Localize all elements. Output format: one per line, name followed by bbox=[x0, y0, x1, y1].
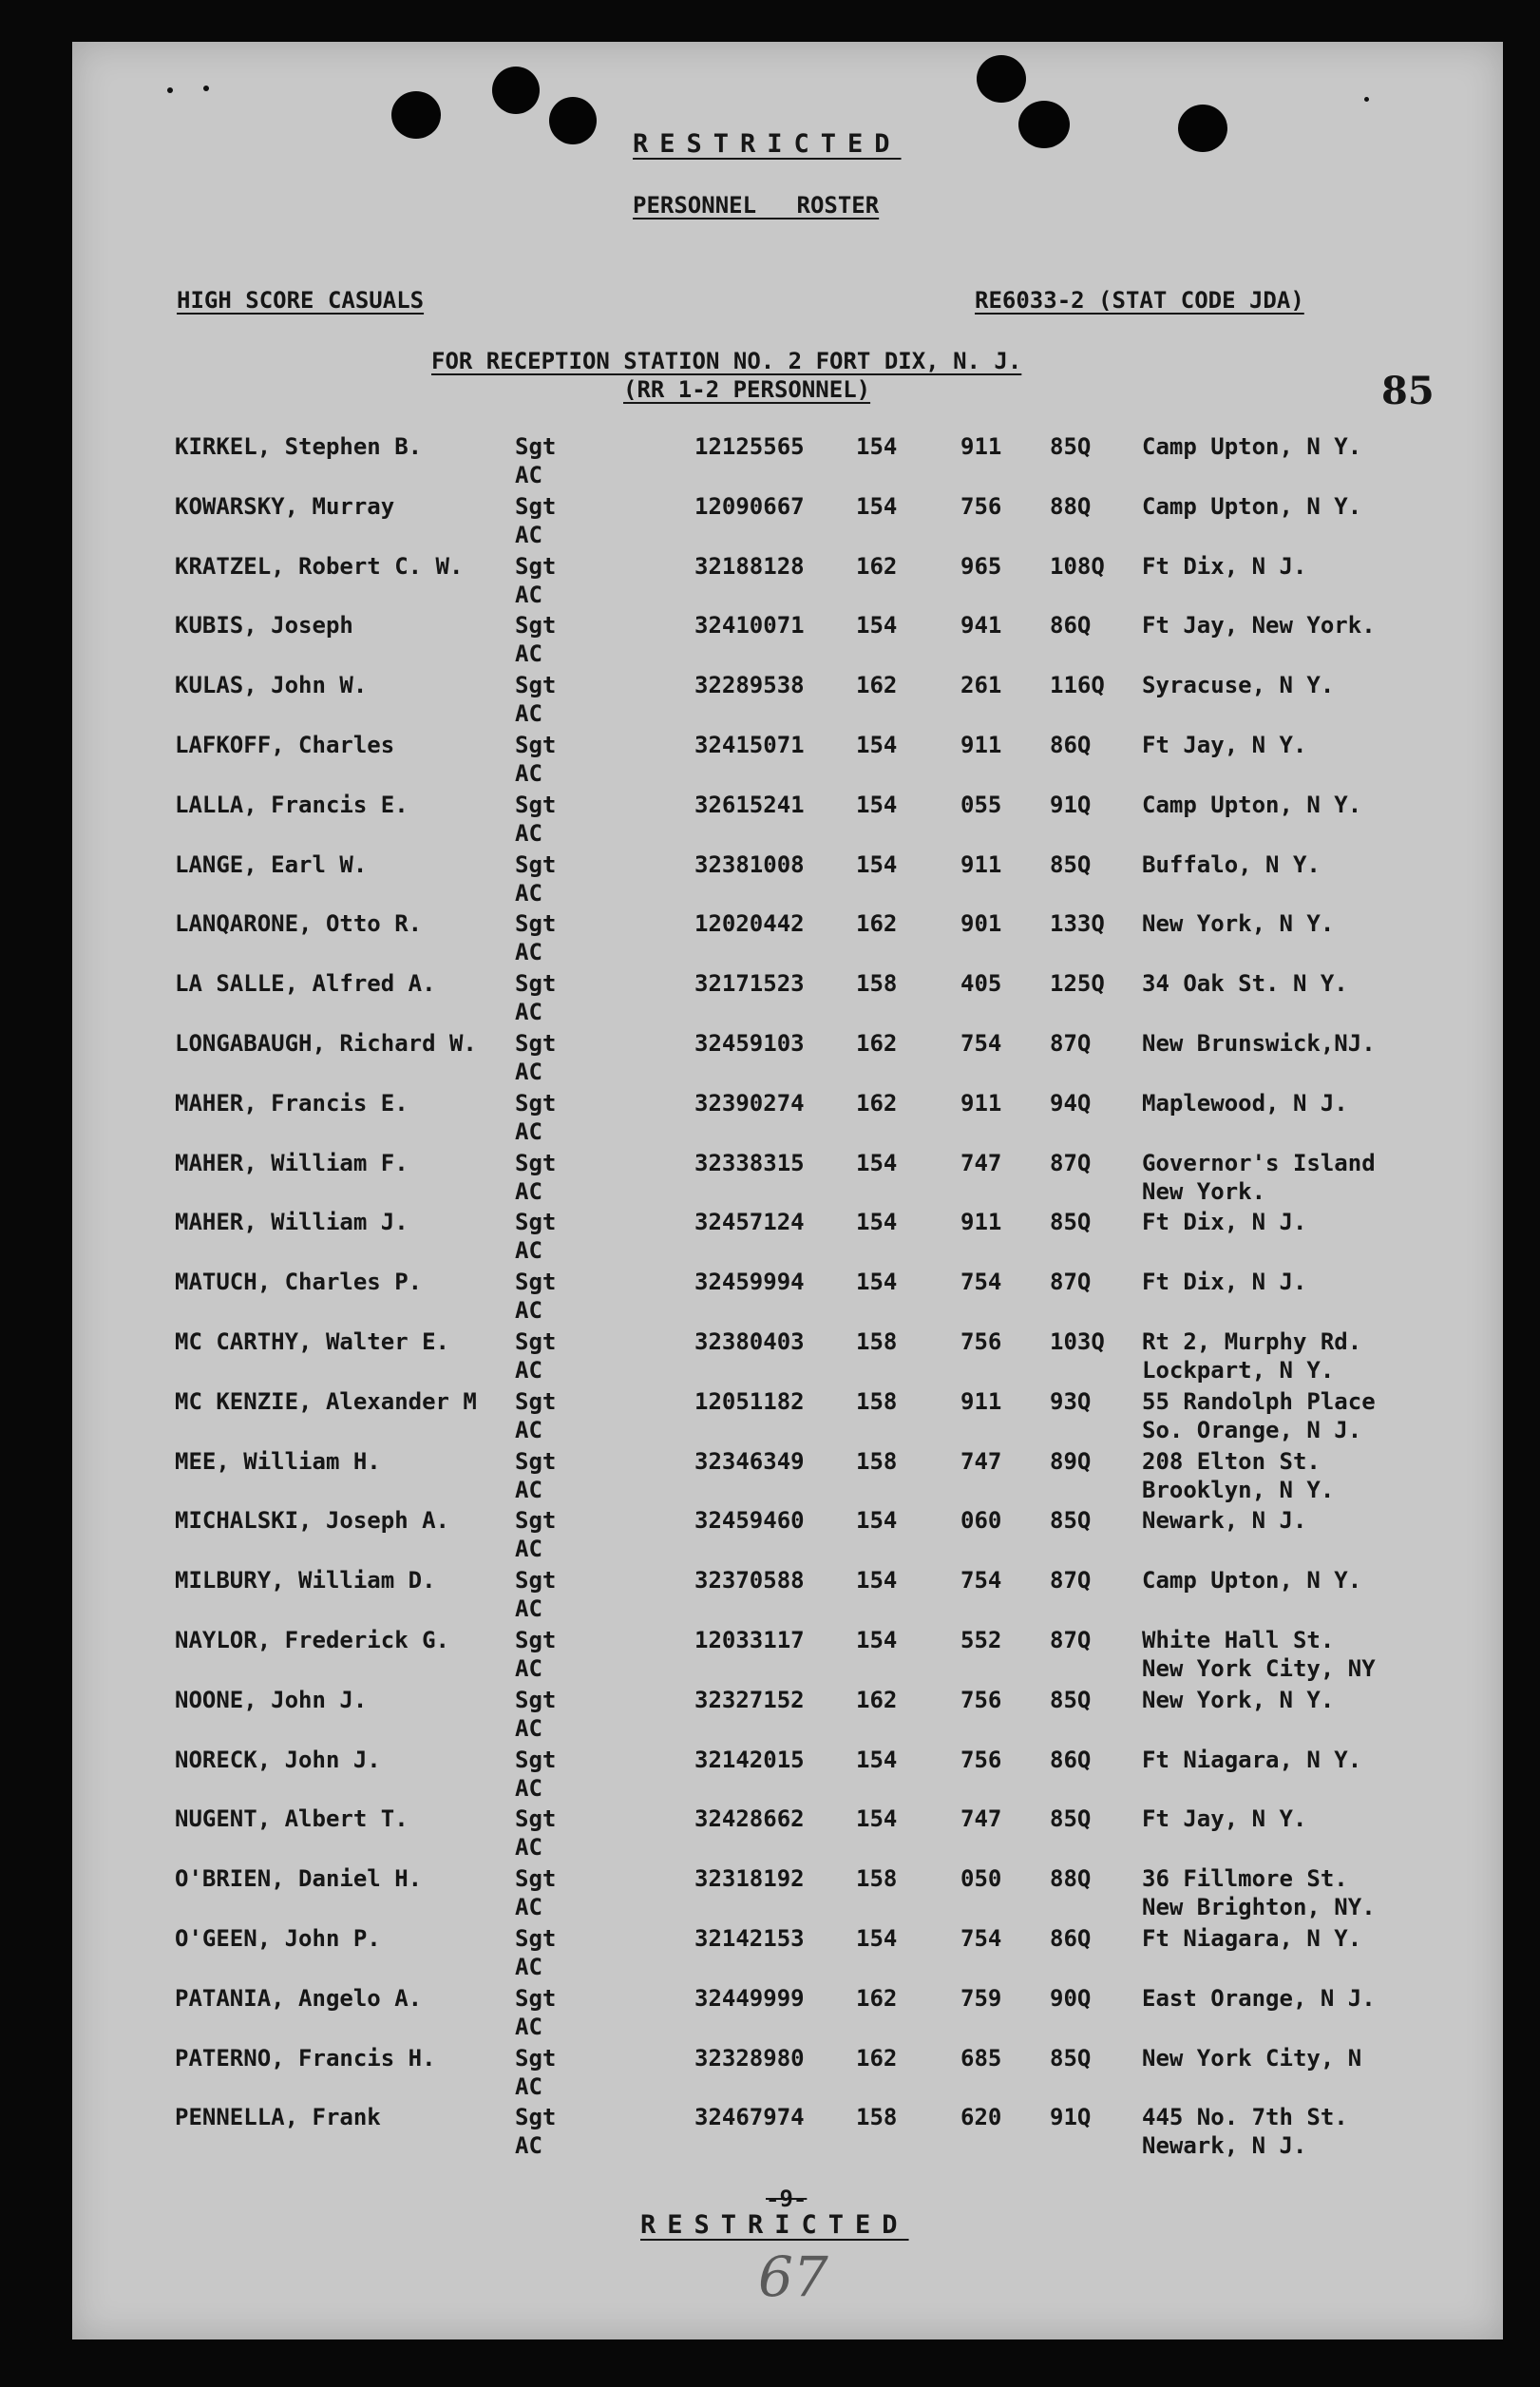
serial-number: 12033117 bbox=[694, 1627, 805, 1653]
branch: AC bbox=[515, 1536, 542, 1563]
serial-number: 32171523 bbox=[694, 970, 805, 998]
person-name: PATANIA, Angelo A. bbox=[175, 1984, 423, 2012]
code-2: 756 bbox=[960, 1746, 1002, 1773]
code-1: 162 bbox=[856, 672, 898, 699]
rank: Sgt bbox=[515, 1627, 557, 1653]
rank: Sgt bbox=[515, 791, 557, 818]
table-row bbox=[72, 1388, 1503, 1447]
address-line-1: Ft Jay, New York. bbox=[1142, 612, 1376, 640]
person-name: O'BRIEN, Daniel H. bbox=[175, 1865, 423, 1893]
person-name: NOONE, John J. bbox=[175, 1686, 368, 1713]
rank: Sgt bbox=[515, 1387, 557, 1415]
rank: Sgt bbox=[515, 1030, 557, 1057]
code-1: 162 bbox=[856, 1030, 898, 1057]
table-row bbox=[72, 1985, 1503, 2044]
branch: AC bbox=[515, 1834, 542, 1862]
code-1: 154 bbox=[856, 1627, 898, 1653]
code-2: 911 bbox=[960, 850, 1002, 878]
branch: AC bbox=[515, 999, 542, 1026]
code-1: 154 bbox=[856, 1507, 898, 1535]
address-line-1: Buffalo, N Y. bbox=[1142, 850, 1321, 878]
serial-number: 32415071 bbox=[694, 732, 805, 758]
serial-number: 12051182 bbox=[694, 1387, 805, 1415]
table-row bbox=[72, 672, 1503, 731]
address-line-2: New York City, NY bbox=[1142, 1655, 1376, 1682]
branch: AC bbox=[515, 2132, 542, 2160]
score: 108Q bbox=[1050, 552, 1105, 580]
person-name: MEE, William H. bbox=[175, 1447, 381, 1475]
table-row bbox=[72, 1507, 1503, 1566]
branch: AC bbox=[515, 879, 542, 907]
serial-number: 32318192 bbox=[694, 1865, 805, 1893]
punch-hole bbox=[391, 91, 441, 139]
address-line-1: White Hall St. bbox=[1142, 1627, 1335, 1653]
code-2: 552 bbox=[960, 1627, 1002, 1653]
code-2: 756 bbox=[960, 492, 1002, 520]
person-name: LONGABAUGH, Richard W. bbox=[175, 1030, 477, 1057]
group-name: HIGH SCORE CASUALS bbox=[177, 287, 425, 314]
table-row bbox=[72, 433, 1503, 492]
address-line-1: Newark, N J. bbox=[1142, 1507, 1307, 1535]
score: 85Q bbox=[1050, 1507, 1092, 1535]
person-name: MC KENZIE, Alexander M bbox=[175, 1387, 477, 1415]
code-2: 261 bbox=[960, 672, 1002, 699]
code-1: 154 bbox=[856, 1209, 898, 1236]
person-name: O'GEEN, John P. bbox=[175, 1925, 381, 1952]
rank: Sgt bbox=[515, 1209, 557, 1236]
code-2: 911 bbox=[960, 732, 1002, 758]
score: 133Q bbox=[1050, 910, 1105, 938]
punch-hole bbox=[492, 67, 540, 114]
document-page bbox=[72, 42, 1503, 2339]
serial-number: 32449999 bbox=[694, 1984, 805, 2012]
code-2: 756 bbox=[960, 1686, 1002, 1713]
score: 125Q bbox=[1050, 970, 1105, 998]
table-row bbox=[72, 1687, 1503, 1746]
code-2: 050 bbox=[960, 1865, 1002, 1893]
table-row bbox=[72, 1747, 1503, 1805]
code-2: 901 bbox=[960, 910, 1002, 938]
person-name: MAHER, William J. bbox=[175, 1209, 409, 1236]
person-name: MC CARTHY, Walter E. bbox=[175, 1328, 449, 1355]
score: 89Q bbox=[1050, 1447, 1092, 1475]
table-row bbox=[72, 1567, 1503, 1626]
branch: AC bbox=[515, 819, 542, 847]
rank: Sgt bbox=[515, 1805, 557, 1833]
score: 85Q bbox=[1050, 850, 1092, 878]
score: 86Q bbox=[1050, 1746, 1092, 1773]
table-row bbox=[72, 1090, 1503, 1149]
address-line-1: Maplewood, N J. bbox=[1142, 1089, 1348, 1117]
code-2: 747 bbox=[960, 1447, 1002, 1475]
address-line-1: Camp Upton, N Y. bbox=[1142, 492, 1362, 520]
punch-hole bbox=[549, 97, 597, 144]
speck bbox=[167, 87, 173, 93]
score: 85Q bbox=[1050, 1686, 1092, 1713]
restricted-footer: RESTRICTED bbox=[640, 2210, 909, 2240]
serial-number: 32188128 bbox=[694, 552, 805, 580]
address-line-1: Ft Niagara, N Y. bbox=[1142, 1925, 1362, 1952]
code-1: 154 bbox=[856, 433, 898, 460]
address-line-1: Ft Niagara, N Y. bbox=[1142, 1746, 1362, 1773]
address-line-2: Brooklyn, N Y. bbox=[1142, 1476, 1335, 1503]
table-row bbox=[72, 1209, 1503, 1268]
table-row bbox=[72, 1328, 1503, 1387]
branch: AC bbox=[515, 1894, 542, 1921]
address-line-1: New York City, N bbox=[1142, 2044, 1362, 2072]
serial-number: 32142153 bbox=[694, 1925, 805, 1952]
person-name: MILBURY, William D. bbox=[175, 1567, 436, 1595]
person-name: KUBIS, Joseph bbox=[175, 612, 353, 640]
restricted-header: RESTRICTED bbox=[633, 129, 902, 159]
code-1: 154 bbox=[856, 1925, 898, 1952]
address-line-2: New York. bbox=[1142, 1177, 1266, 1205]
address-line-1: Governor's Island bbox=[1142, 1149, 1376, 1176]
score: 87Q bbox=[1050, 1567, 1092, 1595]
handwritten-number: 67 bbox=[758, 2244, 828, 2309]
address-line-1: Ft Dix, N J. bbox=[1142, 1209, 1307, 1236]
serial-number: 32467974 bbox=[694, 2104, 805, 2131]
address-line-1: Camp Upton, N Y. bbox=[1142, 1567, 1362, 1595]
person-name: PATERNO, Francis H. bbox=[175, 2044, 436, 2072]
code-2: 759 bbox=[960, 1984, 1002, 2012]
serial-number: 32457124 bbox=[694, 1209, 805, 1236]
address-line-1: Rt 2, Murphy Rd. bbox=[1142, 1328, 1362, 1355]
person-name: MAHER, Francis E. bbox=[175, 1089, 409, 1117]
address-line-1: Ft Jay, N Y. bbox=[1142, 732, 1307, 758]
code-1: 154 bbox=[856, 791, 898, 818]
address-line-2: So. Orange, N J. bbox=[1142, 1416, 1362, 1443]
score: 86Q bbox=[1050, 1925, 1092, 1952]
rank: Sgt bbox=[515, 433, 557, 460]
code-1: 154 bbox=[856, 1746, 898, 1773]
rank: Sgt bbox=[515, 1865, 557, 1893]
page-marker: -9- bbox=[766, 2186, 808, 2212]
rank: Sgt bbox=[515, 1925, 557, 1952]
branch: AC bbox=[515, 1476, 542, 1503]
person-name: NUGENT, Albert T. bbox=[175, 1805, 409, 1833]
roster-title: PERSONNEL ROSTER bbox=[633, 192, 880, 219]
person-name: MATUCH, Charles P. bbox=[175, 1269, 423, 1296]
person-name: NAYLOR, Frederick G. bbox=[175, 1627, 449, 1653]
code-2: 747 bbox=[960, 1149, 1002, 1176]
rank: Sgt bbox=[515, 1507, 557, 1535]
code-2: 754 bbox=[960, 1030, 1002, 1057]
address-line-2: Newark, N J. bbox=[1142, 2132, 1307, 2160]
score: 94Q bbox=[1050, 1089, 1092, 1117]
branch: AC bbox=[515, 521, 542, 548]
branch: AC bbox=[515, 1774, 542, 1802]
code-1: 154 bbox=[856, 1269, 898, 1296]
score: 85Q bbox=[1050, 1209, 1092, 1236]
person-name: LALLA, Francis E. bbox=[175, 791, 409, 818]
score: 103Q bbox=[1050, 1328, 1105, 1355]
table-row bbox=[72, 553, 1503, 612]
branch: AC bbox=[515, 2013, 542, 2040]
address-line-1: 55 Randolph Place bbox=[1142, 1387, 1376, 1415]
person-name: LANQARONE, Otto R. bbox=[175, 910, 423, 938]
rank: Sgt bbox=[515, 910, 557, 938]
table-row bbox=[72, 1627, 1503, 1686]
table-row bbox=[72, 910, 1503, 969]
rank: Sgt bbox=[515, 1984, 557, 2012]
serial-number: 32459103 bbox=[694, 1030, 805, 1057]
code-1: 162 bbox=[856, 2044, 898, 2072]
serial-number: 32346349 bbox=[694, 1447, 805, 1475]
code-2: 756 bbox=[960, 1328, 1002, 1355]
person-name: MICHALSKI, Joseph A. bbox=[175, 1507, 449, 1535]
speck bbox=[1364, 97, 1369, 102]
code-2: 911 bbox=[960, 1089, 1002, 1117]
rank: Sgt bbox=[515, 612, 557, 640]
table-row bbox=[72, 612, 1503, 671]
branch: AC bbox=[515, 2072, 542, 2100]
code-2: 911 bbox=[960, 1209, 1002, 1236]
score: 87Q bbox=[1050, 1149, 1092, 1176]
person-name: PENNELLA, Frank bbox=[175, 2104, 381, 2131]
table-row bbox=[72, 851, 1503, 910]
address-line-1: Camp Upton, N Y. bbox=[1142, 433, 1362, 460]
code-1: 154 bbox=[856, 850, 898, 878]
serial-number: 12090667 bbox=[694, 492, 805, 520]
person-name: KULAS, John W. bbox=[175, 672, 368, 699]
code-1: 162 bbox=[856, 1089, 898, 1117]
table-row bbox=[72, 1150, 1503, 1209]
score: 87Q bbox=[1050, 1627, 1092, 1653]
serial-number: 32615241 bbox=[694, 791, 805, 818]
code-1: 158 bbox=[856, 1328, 898, 1355]
serial-number: 32338315 bbox=[694, 1149, 805, 1176]
code-2: 060 bbox=[960, 1507, 1002, 1535]
rank: Sgt bbox=[515, 492, 557, 520]
rank: Sgt bbox=[515, 1567, 557, 1595]
branch: AC bbox=[515, 939, 542, 966]
rank: Sgt bbox=[515, 672, 557, 699]
serial-number: 32459460 bbox=[694, 1507, 805, 1535]
address-line-1: Ft Dix, N J. bbox=[1142, 552, 1307, 580]
table-row bbox=[72, 493, 1503, 552]
rank: Sgt bbox=[515, 2104, 557, 2131]
code-1: 162 bbox=[856, 910, 898, 938]
address-line-1: New Brunswick,NJ. bbox=[1142, 1030, 1376, 1057]
branch: AC bbox=[515, 1177, 542, 1205]
rank: Sgt bbox=[515, 1447, 557, 1475]
rank: Sgt bbox=[515, 1686, 557, 1713]
punch-hole bbox=[1178, 105, 1227, 152]
address-line-1: 36 Fillmore St. bbox=[1142, 1865, 1348, 1893]
branch: AC bbox=[515, 1655, 542, 1682]
table-row bbox=[72, 1865, 1503, 1924]
code-1: 154 bbox=[856, 492, 898, 520]
score: 85Q bbox=[1050, 433, 1092, 460]
speck bbox=[203, 86, 209, 91]
rank: Sgt bbox=[515, 970, 557, 998]
station-line: FOR RECEPTION STATION NO. 2 FORT DIX, N. J. bbox=[431, 348, 1022, 374]
code-1: 158 bbox=[856, 1865, 898, 1893]
address-line-1: 34 Oak St. N Y. bbox=[1142, 970, 1348, 998]
address-line-1: 445 No. 7th St. bbox=[1142, 2104, 1348, 2131]
person-name: KRATZEL, Robert C. W. bbox=[175, 552, 464, 580]
score: 87Q bbox=[1050, 1269, 1092, 1296]
personnel-line: (RR 1-2 PERSONNEL) bbox=[623, 376, 871, 403]
address-line-1: Camp Upton, N Y. bbox=[1142, 791, 1362, 818]
address-line-1: East Orange, N J. bbox=[1142, 1984, 1376, 2012]
branch: AC bbox=[515, 1954, 542, 1980]
score: 88Q bbox=[1050, 1865, 1092, 1893]
table-row bbox=[72, 1805, 1503, 1864]
code-1: 154 bbox=[856, 1567, 898, 1595]
branch: AC bbox=[515, 1416, 542, 1443]
serial-number: 32390274 bbox=[694, 1089, 805, 1117]
rank: Sgt bbox=[515, 1269, 557, 1296]
rank: Sgt bbox=[515, 850, 557, 878]
branch: AC bbox=[515, 640, 542, 668]
score: 91Q bbox=[1050, 2104, 1092, 2131]
score: 116Q bbox=[1050, 672, 1105, 699]
person-name: MAHER, William F. bbox=[175, 1149, 409, 1176]
code-2: 055 bbox=[960, 791, 1002, 818]
branch: AC bbox=[515, 700, 542, 728]
address-line-2: New Brighton, NY. bbox=[1142, 1894, 1376, 1921]
person-name: LANGE, Earl W. bbox=[175, 850, 368, 878]
code-1: 154 bbox=[856, 1149, 898, 1176]
person-name: KOWARSKY, Murray bbox=[175, 492, 395, 520]
serial-number: 32289538 bbox=[694, 672, 805, 699]
score: 90Q bbox=[1050, 1984, 1092, 2012]
serial-number: 32327152 bbox=[694, 1686, 805, 1713]
table-row bbox=[72, 970, 1503, 1029]
punch-hole bbox=[977, 55, 1026, 103]
rank: Sgt bbox=[515, 1328, 557, 1355]
address-line-1: Ft Dix, N J. bbox=[1142, 1269, 1307, 1296]
branch: AC bbox=[515, 462, 542, 488]
code-1: 154 bbox=[856, 1805, 898, 1833]
page-number: 85 bbox=[1381, 369, 1435, 413]
punch-hole bbox=[1018, 101, 1070, 148]
table-row bbox=[72, 1030, 1503, 1089]
serial-number: 12125565 bbox=[694, 433, 805, 460]
score: 85Q bbox=[1050, 2044, 1092, 2072]
code-2: 685 bbox=[960, 2044, 1002, 2072]
code-2: 620 bbox=[960, 2104, 1002, 2131]
table-row bbox=[72, 1269, 1503, 1327]
branch: AC bbox=[515, 1237, 542, 1265]
code-2: 754 bbox=[960, 1925, 1002, 1952]
rank: Sgt bbox=[515, 1149, 557, 1176]
score: 87Q bbox=[1050, 1030, 1092, 1057]
serial-number: 32428662 bbox=[694, 1805, 805, 1833]
table-row bbox=[72, 1925, 1503, 1984]
code-2: 911 bbox=[960, 433, 1002, 460]
person-name: LAFKOFF, Charles bbox=[175, 732, 395, 758]
code-1: 158 bbox=[856, 1387, 898, 1415]
address-line-1: 208 Elton St. bbox=[1142, 1447, 1321, 1475]
code-1: 158 bbox=[856, 970, 898, 998]
address-line-1: Syracuse, N Y. bbox=[1142, 672, 1335, 699]
score: 88Q bbox=[1050, 492, 1092, 520]
code-1: 158 bbox=[856, 2104, 898, 2131]
serial-number: 12020442 bbox=[694, 910, 805, 938]
score: 86Q bbox=[1050, 732, 1092, 758]
serial-number: 32410071 bbox=[694, 612, 805, 640]
rank: Sgt bbox=[515, 1089, 557, 1117]
roster-code: RE6033-2 (STAT CODE JDA) bbox=[975, 287, 1304, 314]
branch: AC bbox=[515, 1117, 542, 1145]
rank: Sgt bbox=[515, 732, 557, 758]
code-2: 754 bbox=[960, 1269, 1002, 1296]
branch: AC bbox=[515, 581, 542, 608]
serial-number: 32381008 bbox=[694, 850, 805, 878]
code-2: 965 bbox=[960, 552, 1002, 580]
code-2: 405 bbox=[960, 970, 1002, 998]
table-row bbox=[72, 792, 1503, 850]
code-2: 754 bbox=[960, 1567, 1002, 1595]
person-name: KIRKEL, Stephen B. bbox=[175, 433, 423, 460]
branch: AC bbox=[515, 1357, 542, 1384]
score: 93Q bbox=[1050, 1387, 1092, 1415]
address-line-1: New York, N Y. bbox=[1142, 1686, 1335, 1713]
person-name: NORECK, John J. bbox=[175, 1746, 381, 1773]
rank: Sgt bbox=[515, 2044, 557, 2072]
serial-number: 32380403 bbox=[694, 1328, 805, 1355]
table-row bbox=[72, 2104, 1503, 2163]
address-line-1: New York, N Y. bbox=[1142, 910, 1335, 938]
serial-number: 32459994 bbox=[694, 1269, 805, 1296]
branch: AC bbox=[515, 1714, 542, 1742]
serial-number: 32142015 bbox=[694, 1746, 805, 1773]
code-2: 911 bbox=[960, 1387, 1002, 1415]
address-line-2: Lockpart, N Y. bbox=[1142, 1357, 1335, 1384]
code-1: 162 bbox=[856, 552, 898, 580]
code-1: 162 bbox=[856, 1984, 898, 2012]
serial-number: 32370588 bbox=[694, 1567, 805, 1595]
code-1: 154 bbox=[856, 612, 898, 640]
score: 91Q bbox=[1050, 791, 1092, 818]
score: 85Q bbox=[1050, 1805, 1092, 1833]
code-1: 158 bbox=[856, 1447, 898, 1475]
score: 86Q bbox=[1050, 612, 1092, 640]
rank: Sgt bbox=[515, 552, 557, 580]
table-row bbox=[72, 1448, 1503, 1507]
table-row bbox=[72, 732, 1503, 791]
code-2: 941 bbox=[960, 612, 1002, 640]
branch: AC bbox=[515, 1059, 542, 1085]
address-line-1: Ft Jay, N Y. bbox=[1142, 1805, 1307, 1833]
rank: Sgt bbox=[515, 1746, 557, 1773]
table-row bbox=[72, 2045, 1503, 2104]
branch: AC bbox=[515, 760, 542, 787]
code-1: 154 bbox=[856, 732, 898, 758]
branch: AC bbox=[515, 1595, 542, 1623]
code-1: 162 bbox=[856, 1686, 898, 1713]
branch: AC bbox=[515, 1297, 542, 1325]
code-2: 747 bbox=[960, 1805, 1002, 1833]
person-name: LA SALLE, Alfred A. bbox=[175, 970, 436, 998]
serial-number: 32328980 bbox=[694, 2044, 805, 2072]
